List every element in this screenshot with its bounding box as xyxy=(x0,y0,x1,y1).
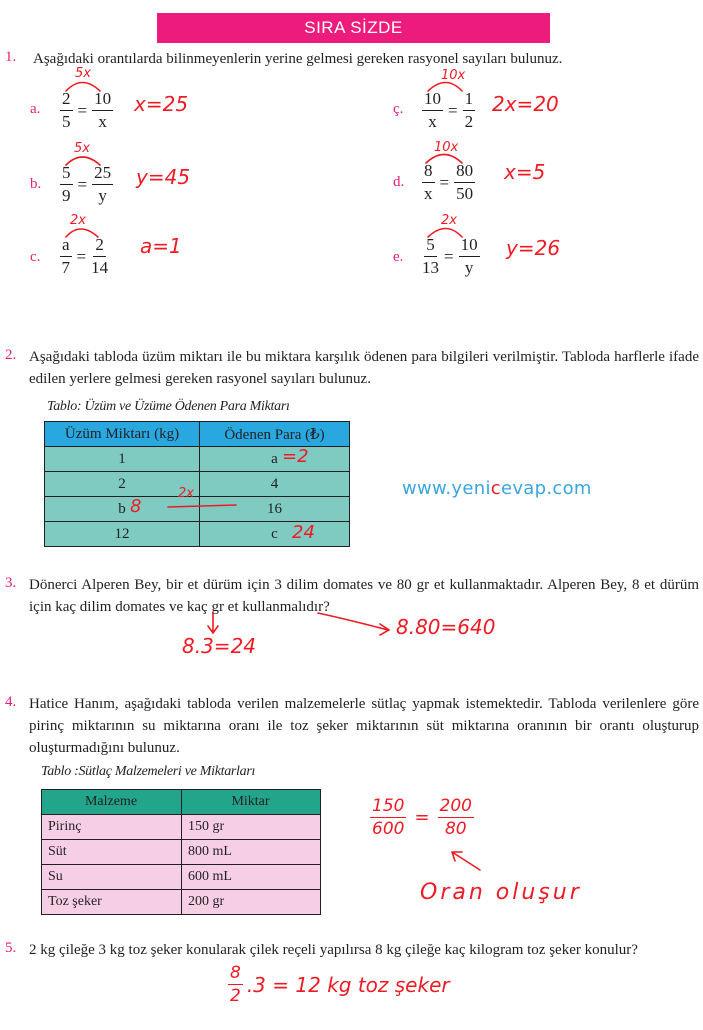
table-cell: 4 xyxy=(200,472,350,497)
frac-numerator: 10 xyxy=(92,88,113,111)
arc-d xyxy=(426,155,462,164)
item-a-label: a. xyxy=(30,101,41,117)
arrow-down-tomato xyxy=(208,612,218,633)
section-banner: SIRA SİZDE xyxy=(157,13,550,43)
table-cell: a xyxy=(200,447,350,472)
question-5-number: 5. xyxy=(5,940,17,956)
factor-e: 2x xyxy=(441,213,457,228)
frac-denominator: 14 xyxy=(91,258,109,277)
table-cell: 600 mL xyxy=(182,865,321,890)
frac-denominator: 2 xyxy=(464,112,474,131)
frac-numerator: 10 xyxy=(459,234,480,257)
proportion-d: $\frac{8}{x}$ = $\frac{80}{50}$ xyxy=(424,161,474,203)
arc-a xyxy=(66,83,100,92)
factor-a: 5x xyxy=(75,66,91,81)
frac-denominator: y xyxy=(98,186,107,205)
frac-denominator: 80 xyxy=(444,819,467,839)
table-cell: Süt xyxy=(42,840,182,865)
question-3-number: 3. xyxy=(5,575,17,591)
question-1-text: Aşağıdaki orantılarda bilinmeyenlerin yerine gelmesi gereken rasyonel sayıları bulunuz. xyxy=(33,51,563,67)
factor-c: 2x xyxy=(70,213,86,228)
question-1-number: 1. xyxy=(5,49,17,65)
frac-denominator: 9 xyxy=(62,186,71,205)
frac-denominator: x xyxy=(424,184,433,203)
frac-denominator: 50 xyxy=(456,184,474,203)
table-cell: 2 xyxy=(45,472,200,497)
answer-a-value: =2 xyxy=(282,446,309,467)
frac-denominator: 7 xyxy=(61,258,71,277)
frac-numerator: 150 xyxy=(372,796,405,816)
frac-denominator: 13 xyxy=(422,258,439,277)
table-1-caption: Tablo: Üzüm ve Üzüme Ödenen Para Miktarı xyxy=(47,399,290,414)
table-header: Üzüm Miktarı (kg) xyxy=(45,422,200,447)
question-2-number: 2. xyxy=(5,347,17,363)
frac-numerator: 8 xyxy=(422,160,435,183)
frac-denominator: y xyxy=(464,258,474,277)
table-cell: Su xyxy=(42,865,182,890)
arc-b xyxy=(66,157,100,165)
answer-e: y=26 xyxy=(506,236,561,260)
frac-numerator: 2 xyxy=(60,88,73,111)
answer-meat: 8.80=640 xyxy=(396,615,496,639)
answer-cc: 2x=20 xyxy=(492,92,559,116)
table-cell: Toz şeker xyxy=(42,890,182,915)
question-4-text: Hatice Hanım, aşağıdaki tabloda verilen malzemelerle sütlaç yapmak istemektedir. Tabloda verilenlere göre pirinç miktarının su miktarına oranı ile toz şeker miktarının süt miktarına oranının bir orantı oluşturup oluşturmadığını bulunuz. xyxy=(29,696,699,756)
frac-numerator: 25 xyxy=(92,162,113,185)
question-3-text: Dönerci Alperen Bey, bir et dürüm için 3 dilim domates ve 80 gr et kullanmaktadır. Alperen Bey, 8 et dürüm için kaç dilim domates ve kaç gr et kullanmalıdır? xyxy=(29,577,699,615)
table-header: Ödenen Para (₺) xyxy=(200,422,350,447)
question-4-number: 4. xyxy=(5,694,17,710)
table-cell: 800 mL xyxy=(182,840,321,865)
frac-numerator: 5 xyxy=(60,162,73,185)
proportion-a: $\frac{2}{5}$ = $\frac{10}{x}$ xyxy=(62,89,112,131)
proportion-b: $\frac{5}{9}$ = $\frac{25}{y}$ xyxy=(62,163,112,205)
factor-b: 5x xyxy=(74,141,90,156)
line-b-16 xyxy=(168,505,236,507)
frac-denominator: x xyxy=(428,112,437,131)
frac-denominator: x xyxy=(98,112,107,131)
table-cell: 150 gr xyxy=(182,815,321,840)
frac-numerator: a xyxy=(60,234,72,257)
table-cell: 200 gr xyxy=(182,890,321,915)
question-5-text: 2 kg çileğe 3 kg toz şeker konularak çilek reçeli yapılırsa 8 kg çileğe kaç kilogram toz şeker konulur? xyxy=(29,942,638,958)
table-cell: 1 xyxy=(45,447,200,472)
frac-denominator: 600 xyxy=(372,819,405,839)
item-c-label: c. xyxy=(30,249,41,265)
frac-denominator: 2 xyxy=(230,986,241,1006)
answer-note: Oran oluşur xyxy=(420,880,582,905)
proportion-cc: $\frac{10}{x}$ = $\frac{1}{2}$ xyxy=(424,89,474,131)
item-cc-label: ç. xyxy=(393,101,404,117)
arrow-up-ratio xyxy=(452,852,480,870)
proportion-e: $\frac{5}{13}$ = $\frac{10}{y}$ xyxy=(422,235,478,277)
table-2-caption: Tablo :Sütlaç Malzemeleri ve Miktarları xyxy=(41,764,256,779)
arc-e xyxy=(428,229,462,238)
frac-numerator: 10 xyxy=(422,88,443,111)
table-cell: c xyxy=(200,522,350,547)
answer-d: x=5 xyxy=(504,160,546,184)
answer-c-value: 24 xyxy=(292,522,315,543)
answer-c: a=1 xyxy=(140,234,182,258)
answer-b: y=45 xyxy=(136,165,191,189)
table-cell: Pirinç xyxy=(42,815,182,840)
item-b-label: b. xyxy=(30,176,42,192)
answer-a: x=25 xyxy=(134,92,189,116)
frac-numerator: 1 xyxy=(463,88,476,111)
answer-tomato: 8.3=24 xyxy=(182,634,257,658)
table-header: Miktar xyxy=(182,790,321,815)
arrow-right-meat xyxy=(318,613,389,635)
table-cell: b xyxy=(45,497,200,522)
proportion-c: $\frac{a}{7}$ = $\frac{2}{14}$ xyxy=(61,235,109,277)
table-cell: 12 xyxy=(45,522,200,547)
arc-c xyxy=(66,229,98,237)
arc-cc xyxy=(428,83,462,92)
factor-d: 10x xyxy=(434,140,459,155)
frac-numerator: 5 xyxy=(424,234,437,257)
frac-numerator: 200 xyxy=(439,796,472,816)
table-cell: 16 xyxy=(200,497,350,522)
watermark: www.yenicevap.com xyxy=(402,478,592,499)
frac-numerator: 8 xyxy=(230,963,241,983)
frac-denominator: 5 xyxy=(62,112,71,131)
question-2-text: Aşağıdaki tabloda üzüm miktarı ile bu miktara karşılık ödenen para bilgileri verilmiştir. Tabloda harflerle ifade edilen yerlere gelmesi gereken rasyonel sayıları bulunuz. xyxy=(29,349,699,387)
answer-factor: 2x xyxy=(178,486,194,501)
table-header: Malzeme xyxy=(42,790,182,815)
frac-numerator: 2 xyxy=(93,234,106,257)
factor-cc: 10x xyxy=(441,68,466,83)
frac-numerator: 80 xyxy=(454,160,475,183)
item-d-label: d. xyxy=(393,174,405,190)
answer-rest: .3 = 12 kg toz şeker xyxy=(246,972,450,997)
answer-b-value: 8 xyxy=(130,496,142,517)
answer-ratio: $\frac{150}{600}$ = $\frac{200}{80}$ xyxy=(372,796,472,839)
item-e-label: e. xyxy=(393,249,404,265)
